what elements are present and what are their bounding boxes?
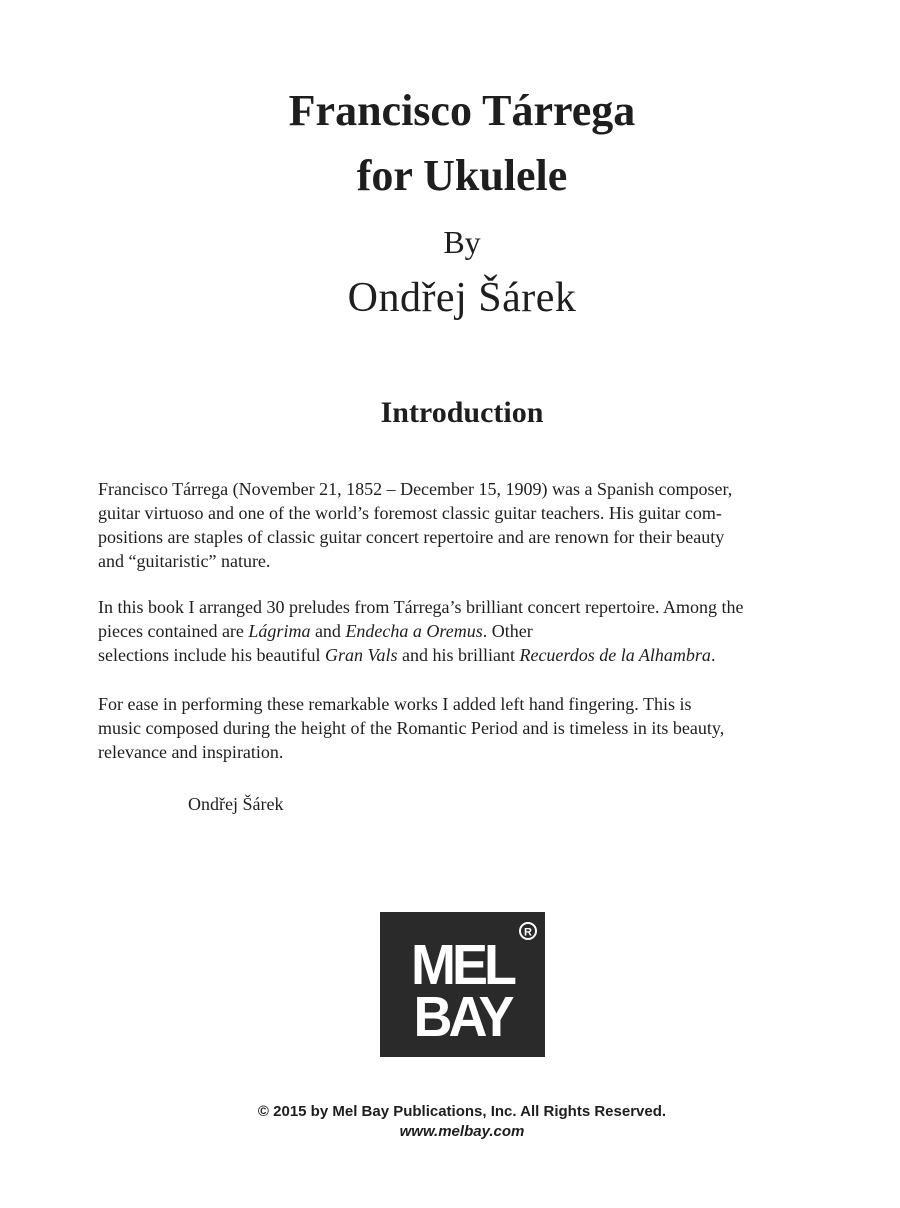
paragraph-line: music composed during the height of the Romantic Period and is timeless in its beauty, xyxy=(98,718,725,738)
book-title-line-1: Francisco Tárrega xyxy=(288,86,636,135)
paragraph-text: pieces contained are xyxy=(98,621,249,641)
piece-title-endecha: Endecha a Oremus xyxy=(345,621,483,641)
publisher-website-link[interactable]: www.melbay.com xyxy=(399,1123,525,1140)
intro-paragraph-2 xyxy=(98,595,828,667)
paragraph-text: and xyxy=(310,621,346,641)
introduction-heading: Introduction xyxy=(380,396,544,429)
paragraph-line: positions are staples of classic guitar concert repertoire and are renown for their beauty xyxy=(98,527,725,547)
piece-title-recuerdos: Recuerdos de la Alhambra xyxy=(519,645,711,665)
copyright-notice: © 2015 by Mel Bay Publications, Inc. All Rights Reserved. xyxy=(257,1103,667,1120)
logo-word-bay: BAY xyxy=(413,984,511,1049)
paragraph-line: and “guitaristic” nature. xyxy=(98,551,271,571)
paragraph-text: . Other xyxy=(482,621,533,641)
paragraph-line: For ease in performing these remarkable works I added left hand fingering. This is xyxy=(98,694,692,714)
paragraph-text: and his brilliant xyxy=(397,645,520,665)
book-title-line-2: for Ukulele xyxy=(356,151,568,200)
paragraph-line: In this book I arranged 30 preludes from Tárrega’s brilliant concert repertoire. Among the xyxy=(98,597,744,617)
author-name: Ondřej Šárek xyxy=(347,275,577,321)
intro-paragraph-1 xyxy=(98,477,828,573)
paragraph-text: selections include his beautiful xyxy=(98,645,325,665)
by-label: By xyxy=(443,224,481,260)
piece-title-lagrima: Lágrima xyxy=(248,621,311,641)
piece-title-gran-vals: Gran Vals xyxy=(324,645,398,665)
mel-bay-logo xyxy=(380,912,545,1057)
paragraph-line: Francisco Tárrega (November 21, 1852 – December 15, 1909) was a Spanish composer, xyxy=(98,479,733,499)
paragraph-line: relevance and inspiration. xyxy=(98,742,284,762)
logo-word-mel: MEL xyxy=(411,932,513,997)
intro-paragraph-3 xyxy=(98,692,828,764)
paragraph-line: guitar virtuoso and one of the world’s foremost classic guitar teachers. His guitar com- xyxy=(98,503,722,523)
signature: Ondřej Šárek xyxy=(188,794,284,814)
paragraph-text: . xyxy=(710,645,716,665)
registered-mark: R xyxy=(524,926,532,939)
